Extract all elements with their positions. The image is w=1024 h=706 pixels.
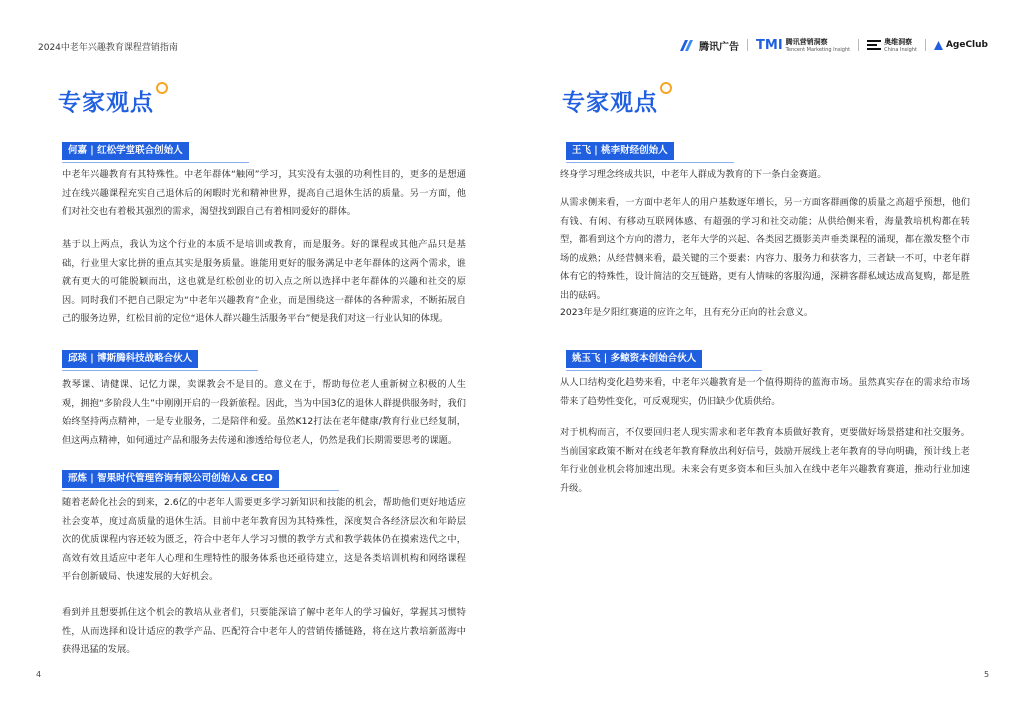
- insight-mark-icon: [867, 40, 881, 50]
- expert-paragraph: 教琴课、请健课、记忆力课，卖课教会不是目的。意义在于，帮助每位老人重新树立积极的人生观，拥抱“多阶段人生”中刚刚开启的一段新旅程。因此，当为中国3亿的退休人群提供服务时，我们始终坚持两点精神，一是专业服务，二是陪伴和爱。虽然K12打法在老年健康/教育行业已经复制，但这两点精神，如何通过产品和服务去传递和渗透给每位老人，仍然是我们长期需要思考的课题。: [62, 379, 466, 446]
- page-heading: 专家观点: [562, 84, 672, 117]
- expert-paragraph: 对于机构而言，不仅要回归老人现实需求和老年教育本质做好教育，更要做好场景搭建和社交服务。当前国家政策不断对在线老年教育释放出利好信号，鼓励开展线上老年教育的导向明确，预计线上老年行业创业机会将加速出现。未来会有更多资本和巨头加入在线中老年兴趣教育赛道，推动行业加速升级。: [560, 427, 970, 494]
- logo-divider: [747, 39, 748, 51]
- insight-logo: 奥维洞察 China Insight: [867, 37, 917, 53]
- expert-tag: 王飞 | 桃李财经创始人: [566, 142, 674, 160]
- expert-tag: 邢炼 | 智果时代管理咨询有限公司创始人& CEO: [62, 470, 279, 488]
- partner-logos: [680, 36, 988, 54]
- expert-paragraph: 随着老龄化社会的到来，2.6亿的中老年人需要更多学习新知识和技能的机会，帮助他们更好地适应社会变革，度过高质量的退休生活。目前中老年教育因为其特殊性，深度契合各经济层次和年龄层次的优质课程内容还较为匮乏，符合中老年人学习习惯的教学方式和教学载体仍在摸索迭代之中，高效有效且适应中老年人心理和生理特性的服务体系也还亟待建立，这是各类培训机构和网络课程平台创新破局、快速发展的大好机会。: [62, 497, 466, 583]
- tencent-ads-logo: 腾讯广告: [680, 38, 739, 53]
- page-number: 5: [984, 670, 990, 679]
- document-title: 2024中老年兴趣教育课程营销指南: [38, 43, 178, 53]
- expert-paragraph: 从需求侧来看，一方面中老年人的用户基数逐年增长，另一方面客群画像的质量之高超乎预想，他们有钱、有闲、有移动互联网体感、有超强的学习和社交动能；从供给侧来看，海量教培机构都在转型，都看到这个方向的潜力，老年大学的兴起、各类园艺摄影美声垂类课程的涌现，都在激发整个市场的成熟；从经营侧来看，最关键的三个要素：内容力、服务力和获客力，三者缺一不可，中老年群体有它的特殊性，设计简洁的交互链路，更有人情味的客服沟通，深耕客群私域达成高复购，都是胜出的砝码。: [560, 197, 970, 301]
- expert-tag: 邱琰 | 博斯腾科技战略合伙人: [62, 350, 198, 368]
- expert-tag: 姚玉飞 | 多鲸资本创始合伙人: [566, 350, 702, 368]
- tencent-ads-icon: [680, 40, 696, 51]
- decorative-circle-icon: [660, 82, 672, 94]
- logo-divider: [925, 39, 926, 51]
- logo-divider: [858, 39, 859, 51]
- page-number: 4: [36, 670, 42, 679]
- tmi-logo: TMI 腾讯营销洞察 Tencent Marketing Insight: [756, 37, 851, 53]
- page-heading: 专家观点: [58, 84, 168, 117]
- tmi-mark-icon: TMI: [756, 37, 783, 53]
- expert-paragraph: 终身学习理念终成共识，中老年人群成为教育的下一条白金赛道。: [560, 169, 827, 180]
- expert-paragraph: 2023年是夕阳红赛道的应许之年，且有充分正向的社会意义。: [560, 307, 814, 318]
- ageclub-mark-icon: [934, 41, 943, 50]
- expert-paragraph: 看到并且想要抓住这个机会的教培从业者们，只要能深谙了解中老年人的学习偏好，掌握其习惯特性，从而选择和设计适应的教学产品、匹配符合中老年人的营销传播链路，将在这片教培新蓝海中获得迅猛的发展。: [62, 607, 466, 656]
- expert-paragraph: 中老年兴趣教育有其特殊性。中老年群体“触网”学习，其实没有太强的功利性目的，更多的是想通过在线兴趣课程充实自己退休后的闲暇时光和精神世界，提高自己退休生活的质量。另一方面，他们对社交也有着极其强烈的需求，渴望找到跟自己有着相同爱好的群体。: [62, 169, 466, 218]
- expert-tag: 何嘉 | 红松学堂联合创始人: [62, 142, 189, 160]
- decorative-circle-icon: [156, 82, 168, 94]
- expert-paragraph: 从人口结构变化趋势来看，中老年兴趣教育是一个值得期待的蓝海市场。虽然真实存在的需求给市场带来了趋势性变化，可反观现实，仍旧缺少优质供给。: [560, 377, 970, 407]
- ageclub-logo: AgeClub: [934, 40, 988, 50]
- expert-paragraph: 基于以上两点，我认为这个行业的本质不是培训或教育，而是服务。好的课程或其他产品只是基础，行业里大家比拼的重点其实是服务质量。谁能用更好的服务满足中老年群体的这两个需求，谁就有更大的可能脱颖而出，这也就是红松创业的切入点之所以选择中老年群体的兴趣和社交的原因。同时我们不把自己限定为“中老年兴趣教育”企业，而是围绕这一群体的各种需求，不断拓展自己的服务边界，红松目前的定位“退休人群兴趣生活服务平台”便是我们对这一行业认知的体现。: [62, 239, 466, 325]
